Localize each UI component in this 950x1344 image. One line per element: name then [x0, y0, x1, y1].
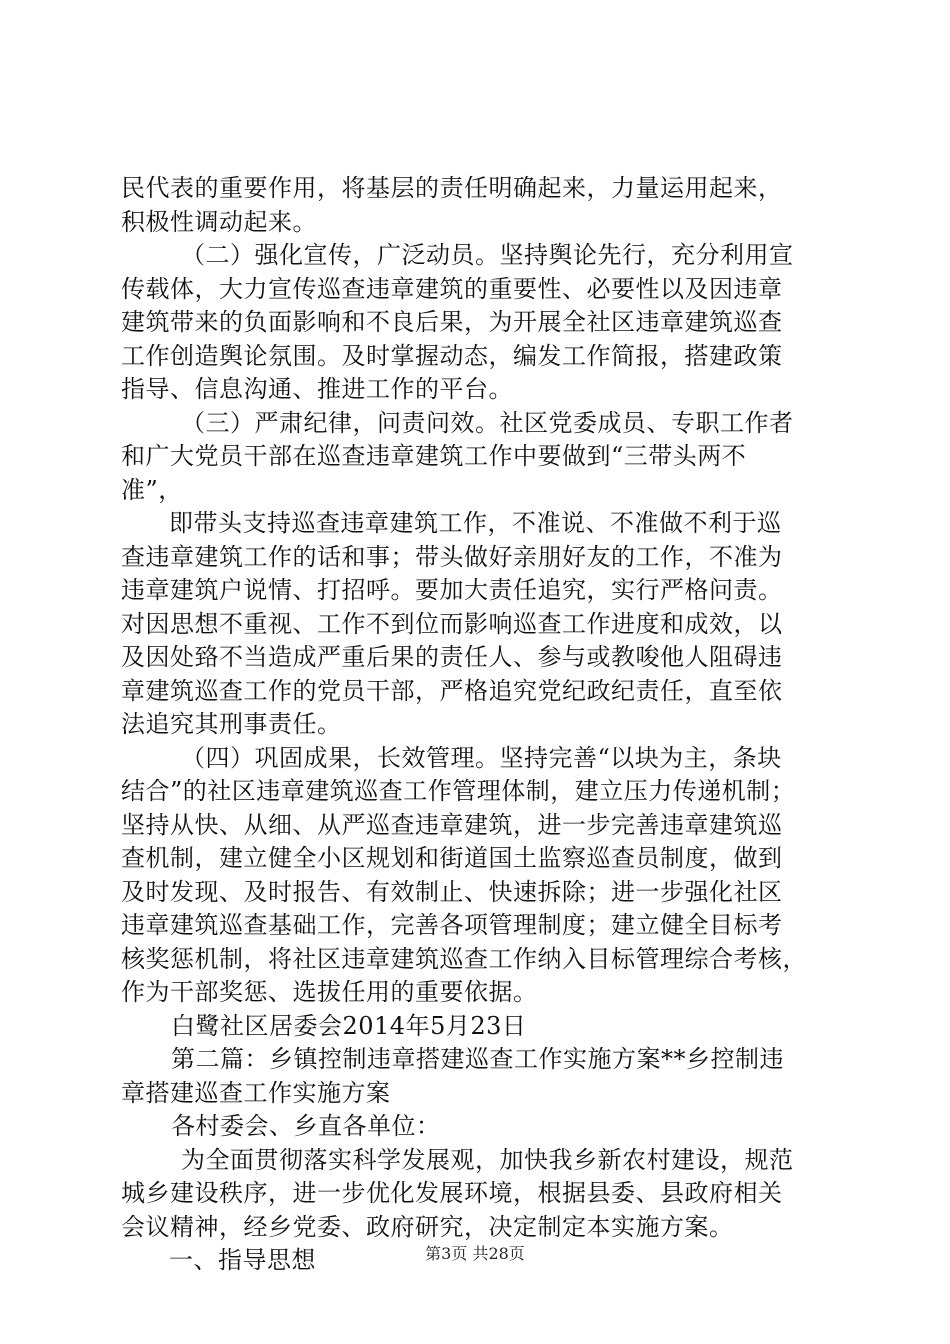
text-line: 章建筑巡查工作的党员干部，严格追究党纪政纪责任，直至依 [121, 676, 783, 705]
text-line: 工作创造舆论氛围。及时掌握动态，编发工作简报，搭建政策 [121, 341, 783, 370]
text-line: 传载体，大力宣传巡查违章建筑的重要性、必要性以及因违章 [121, 274, 783, 303]
section-heading: 第二篇：乡镇控制违章搭建巡查工作实施方案**乡控制违 [171, 1045, 784, 1073]
text-line: 积极性调动起来。 [121, 207, 317, 236]
text-line: 章搭建巡查工作实施方案 [121, 1078, 391, 1107]
text-line: 违章建筑巡查基础工作，完善各项管理制度；建立健全目标考 [121, 911, 783, 939]
text-line: 指导、信息沟通、推进工作的平台。 [121, 375, 513, 403]
text-line: 对因思想不重视、工作不到位而影响巡查工作进度和成效，以 [121, 609, 783, 638]
page-number: 第3页 共28页 [425, 1244, 525, 1263]
text-line: 建筑带来的负面影响和不良后果，为开展全社区违章建筑巡查 [121, 308, 783, 336]
subsection-heading: 一、指导思想 [169, 1246, 316, 1274]
text-line: 法追究其刑事责任。 [121, 710, 342, 738]
text-line: 结合”的社区违章建筑巡查工作管理体制，建立压力传递机制； [121, 777, 796, 805]
text-line: 及因处臵不当造成严重后果的责任人、参与或教唆他人阻碍违 [121, 643, 783, 671]
text-line: 坚持从快、从细、从严巡查违章建筑，进一步完善违章建筑巡 [121, 810, 783, 839]
text-line: 会议精神，经乡党委、政府研究，决定制定本实施方案。 [121, 1212, 734, 1241]
text-line: 核奖惩机制，将社区违章建筑巡查工作纳入目标管理综合考核， [121, 944, 807, 973]
text-line: 违章建筑户说情、打招呼。要加大责任追究，实行严格问责。 [121, 576, 783, 604]
text-line: 为全面贯彻落实科学发展观，加快我乡新农村建设，规范 [181, 1145, 794, 1174]
text-line: （三）严肃纪律，问责问效。社区党委成员、专职工作者 [181, 408, 794, 437]
text-line: （二）强化宣传，广泛动员。坚持舆论先行，充分利用宣 [181, 241, 794, 269]
text-line: 民代表的重要作用，将基层的责任明确起来，力量运用起来， [121, 174, 783, 202]
signature-date: 白鹭社区居委会2014年5月23日 [171, 1011, 527, 1040]
text-line: 城乡建设秩序，进一步优化发展环境，根据县委、县政府相关 [121, 1179, 783, 1207]
text-line: 和广大党员干部在巡查违章建筑工作中要做到“三带头两不 [121, 442, 747, 470]
document-body [121, 172, 833, 1278]
text-line: 准”， [121, 475, 183, 504]
text-line: 查违章建筑工作的话和事；带头做好亲朋好友的工作，不准为 [121, 542, 783, 571]
salutation: 各村委会、乡直各单位： [171, 1112, 441, 1140]
text-line: 查机制，建立健全小区规划和街道国土监察巡查员制度，做到 [121, 844, 783, 872]
text-line: 及时发现、及时报告、有效制止、快速拆除；进一步强化社区 [121, 877, 783, 906]
text-line: （四）巩固成果，长效管理。坚持完善“以块为主，条块 [181, 743, 782, 772]
text-line: 即带头支持巡查违章建筑工作，不准说、不准做不利于巡 [169, 509, 782, 537]
text-line: 作为干部奖惩、选拔任用的重要依据。 [121, 978, 538, 1006]
